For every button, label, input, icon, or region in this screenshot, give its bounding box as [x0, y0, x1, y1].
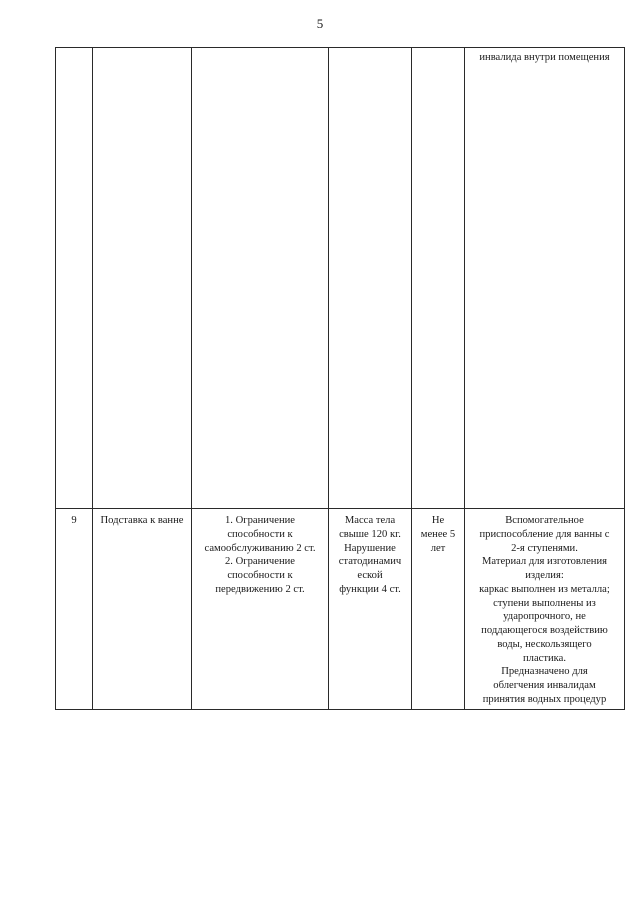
- indications-line: 1. Ограничение: [225, 515, 295, 526]
- cell-description: [465, 509, 625, 710]
- page-number: 5: [316, 16, 324, 31]
- description-text: инвалида внутри помещения: [479, 52, 610, 63]
- description-line: изделия:: [525, 570, 564, 582]
- contraindications-line: Масса тела: [344, 515, 396, 526]
- cell-description: [465, 48, 625, 509]
- cell-contraindications: [329, 48, 412, 509]
- cell-term: [412, 48, 465, 509]
- description-line: воды, нескользящего: [497, 638, 592, 650]
- description-line: облегчения инвалидам: [493, 680, 596, 692]
- description-line: 2-я ступенями.: [511, 542, 578, 554]
- indications-line: самообслуживанию 2 ст.: [204, 542, 316, 554]
- cell-name: [93, 509, 192, 710]
- description-line: Материал для изготовления: [481, 556, 607, 568]
- term-line: лет: [430, 542, 446, 554]
- cell-term: [412, 509, 465, 710]
- cell-indications: [192, 48, 329, 509]
- cell-number: [56, 48, 93, 509]
- description-line: принятия водных процедур: [482, 693, 607, 705]
- description-line: пластика.: [523, 652, 566, 664]
- row-number: 9: [71, 515, 77, 526]
- cell-number: [56, 509, 93, 710]
- cell-indications: [192, 509, 329, 710]
- indications-line: 2. Ограничение: [225, 556, 295, 568]
- indications-line: передвижению 2 ст.: [215, 583, 305, 595]
- term-line: Не: [431, 515, 445, 526]
- table-row-continuation: [56, 48, 625, 509]
- document-table: [55, 47, 625, 710]
- description-line: приспособление для ванны с: [479, 528, 610, 540]
- contraindications-line: Нарушение: [344, 542, 396, 554]
- description-line: поддающегося воздействию: [481, 625, 608, 637]
- contraindications-line: свыше 120 кг.: [339, 528, 401, 540]
- table-row-9: [56, 509, 625, 710]
- contraindications-line: еской: [357, 570, 383, 582]
- contraindications-line: статодинамич: [338, 556, 402, 568]
- cell-name: [93, 48, 192, 509]
- description-line: ударопрочного, не: [503, 611, 586, 623]
- description-line: ступени выполнены из: [493, 597, 596, 609]
- indications-line: способности к: [227, 528, 293, 540]
- description-line: Вспомогательное: [505, 515, 584, 526]
- cell-contraindications: [329, 509, 412, 710]
- description-line: Предназначено для: [501, 666, 588, 678]
- contraindications-line: функции 4 ст.: [339, 583, 401, 595]
- indications-line: способности к: [227, 570, 293, 582]
- term-line: менее 5: [420, 528, 456, 540]
- product-name: Подставка к ванне: [100, 515, 184, 526]
- description-line: каркас выполнен из металла;: [479, 583, 610, 595]
